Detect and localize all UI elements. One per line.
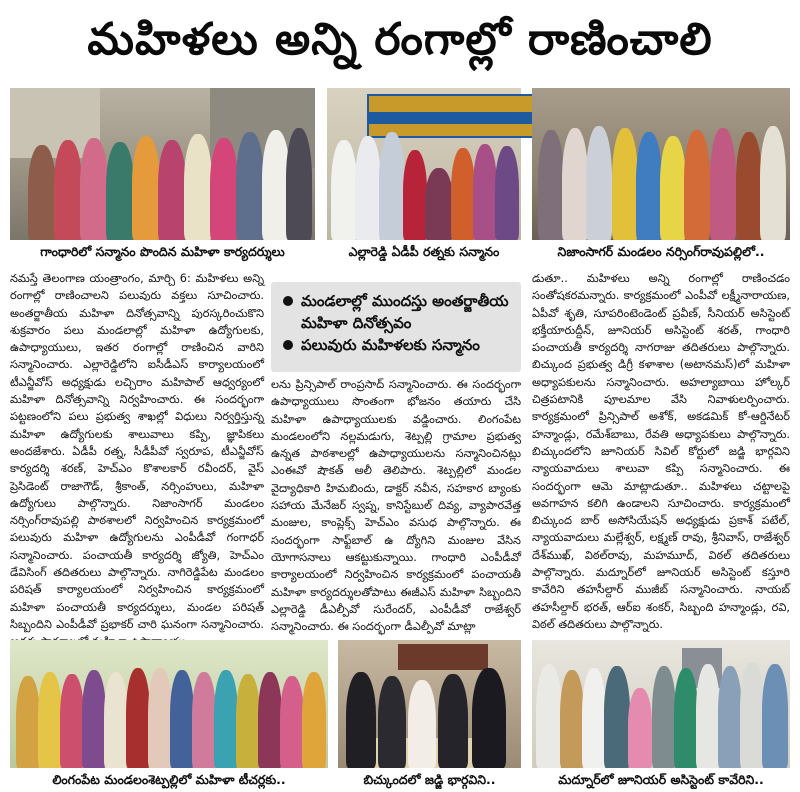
caption-bottom-right: మద్నూర్‌లో జూనియర్ అసిస్టెంట్ కావేరిని.. [558, 772, 764, 787]
photo-yellareddy-adp [327, 88, 521, 240]
article-column-2 [271, 376, 521, 632]
article-column-3 [532, 270, 790, 632]
highlight-item [281, 334, 515, 356]
bullet-icon [283, 340, 293, 350]
highlight-text: పలువురు మహిళలకు సన్మానం [301, 336, 480, 354]
highlight-text: మండలాల్లో ముందస్తు అంతర్జాతీయ మహిళా దినోత్సవం [301, 292, 509, 332]
photo-gandhari-secretaries [10, 88, 315, 240]
article-text-col1: నమస్తే తెలంగాణ యంత్రాంగం, మార్చి 6: మహిళలు అన్ని రంగాల్లో రాణించాలని పలువురు వక్తలు సూచించారు. అంతర్జాతీయ మహిళా దినోత్సవాన్ని పురస్కరించుకొని శుక్రవారం పలు మండలాల్లో మహిళా ఉద్యోగులకు, ఉపాధ్యాయులు, ఇతర రంగాల్లో రాణించిన వారిని సన్మానించారు. ఎల్లారెడ్డిలోని ఐసీడీఎస్ కార్యాలయంలో టీఎన్జీవోస్ అధ్యక్షుడు లచ్చిరాం మహిపాల్ ఆధ్వర్యంలో మహిళా దినోత్సవాన్ని నిర్వహించారు. ఈ సందర్భంగా పట్టణంలోని పలు ప్రభుత్వ శాఖల్లో విధులు నిర్వర్తిస్తున్న మహిళా ఉద్యోగులకు శాలువాలు కప్పి, జ్ఞాపికలు అందజేశారు. ఏడీపీ రత్న, సీడీపీవో స్వరూప, టీఎన్జీవోస్ కార్యదర్శి శరణ్, హెచ్‌ఎం కొశాలకార్ రవీందర్, వైస్ ప్రెసిడెంట్ రాజాగౌడ్, శ్రీకాంత్, నర్సింహులు, మహిళా ఉద్యోగులు పాల్గొన్నారు. నిజాంసాగర్ మండలం నర్సింగ్‌రావుపల్లి పాఠశాలలో నిర్వహించిన కార్యక్రమంలో పలువురు మహిళా ఉద్యోగులను ఎంపీడీవో గంగాధర్ సన్మానించారు. పంచాయతీ కార్యదర్శి జ్యోతి, హెచ్‌ఎం డేవిసింగ్ తదితరులు పాల్గొన్నారు. నాగిరెడ్డిపేట మండలం పరిషత్ కార్యాలయంలో నిర్వహించిన కార్యక్రమంలో మహిళా పంచాయతీ కార్యదర్శులు, మండల పరిషత్ సిబ్బందిని ఎంపీడీవో ప్రభాకర్ చారి ఘనంగా సన్మానించారు. [10, 272, 264, 631]
photo-nizamsagar [532, 88, 790, 240]
photo-bichkunda-judge [338, 640, 521, 768]
highlights-box [271, 282, 521, 372]
article-column-1 [10, 270, 264, 632]
headline: మహిళలు అన్ని రంగాల్లో రాణించాలి [87, 14, 713, 65]
caption-top-mid: ఎల్లారెడ్డి ఏడీపీ రత్నకు సన్మానం [348, 244, 500, 259]
highlight-item [281, 290, 515, 334]
caption-top-right: నిజాంసాగర్ మండలం నర్సింగ్‌రావుపల్లిలో.. [557, 244, 765, 259]
photo-madnoor-assistant [532, 640, 790, 768]
caption-bottom-mid: బిచ్కుందలో జడ్జి భార్గవిని.. [363, 772, 496, 787]
bullet-icon [283, 296, 293, 306]
caption-bottom-left: లింగంపేట మండలంశెట్పల్లిలో మహిళా టీచర్లకు.. [52, 772, 286, 787]
article-text-col2: లను ప్రిన్సిపాల్ రాంప్రసాద్ సన్మానించారు. ఈ సందర్భంగా ఉపాధ్యాయులు సొంతంగా భోజనం తయారు చేసి మహిళా ఉపాధ్యాయులకు వడ్డించారు. లింగంపేట మండలంలోని నల్లమడుగు, శెట్పల్లి గ్రామాల ప్రభుత్వ ఉన్నత పాఠశాలల్లో ఉపాధ్యాయులను సన్మానించినట్లు ఎంఈవో షౌకత్ అలీ తెలిపారు. శెట్పల్లిలో మండల వైద్యాధికారి హిమబిందు, డాక్టర్ నవీన, సహకార బ్యాంకు సహాయ మేనేజర్ స్వప్న, కానిస్టేబుల్ దివ్య, వ్యాపారవేత్త మంజుల, కాంప్లెక్స్ హెచ్‌ఎం వసుధ పాల్గొన్నారు. ఈ సందర్భంగా సాఫ్ట్‌బాల్ ఉ ద్యోగిని మంజుల వేసిన యోగాసనాలు ఆకట్టుకున్నాయి. గాంధారి ఎంపీడీవో కార్యాలయంలో నిర్వహించిన కార్యక్రమంలో పంచాయతీ మహిళా కార్యదర్శులతోపాటు ఈజీఎస్ మహిళా సిబ్బందిని ఎల్లారెడ్డి డీఎల్పీవో సురేందర్, ఎంపీడీవో రాజేశ్వర్ సన్మానించారు. ఈ సందర్భంగా డీఎల్పీవో మాట్లా [271, 378, 521, 634]
photo-lingampet-teachers [10, 640, 328, 768]
article-text-col3: డుతూ.. మహిళలు అన్ని రంగాల్లో రాణించడం సంతోషకరమన్నారు. కార్యక్రమంలో ఎంపీవో లక్ష్మీనారాయణ, ఏపీవో శృతి, సూపరింటెండెంట్ ప్రవీణ్, సీనియర్ అసిస్టెంట్ భక్తీయారుద్దీన్, జూనియర్ అసిస్టెంట్ శరత్, గాంధారి పంచాయతీ కార్యదర్శి నాగరాజు తదితరులు పాల్గొన్నారు. బిచ్కుంద ప్రభుత్వ డిగ్రీ కళాశాల (అటానమస్)లో మహిళా అధ్యాపకులను సన్మానించారు. అహల్యాబాయి హోల్కర్ చిత్రపటానికి పూలమాల వేసి నివాళులర్పించారు. కార్యక్రమంలో ప్రిన్సిపాల్ అశోక్, అకడమిక్ కో-ఆర్డినేటర్ హన్మాండ్లు, రమేశ్‌బాబు, రేవతి అధ్యాపకులు పాల్గొన్నారు. బిచ్కుందలోని జూనియర్ సివిల్ కోర్టులో జడ్జి భార్గవిని న్యాయవాదులు శాలువా కప్పి సన్మానించారు. ఈ సందర్భంగా ఆమె మాట్లాడుతూ.. మహిళలు చట్టాలపై అవగాహన కలిగి ఉండాలని సూచించారు. కార్యక్రమంలో బిచ్కుంద బార్ అసోసియేషన్ అధ్యక్షుడు ప్రకాశ్ పటేల్, న్యాయవాదులు మల్లేశ్వర్, లక్ష్మణ్ రావు, శ్రీనివాస్, రాజేశ్వర్ దేశ్‌ముఖ్, విఠల్‌రావు, మహమూద్, విఠల్ తదితరులు పాల్గొన్నారు. మద్నూర్‌లో జూనియర్ అసిస్టెంట్ కస్తూరి కావేరిని తహసీల్దార్ ముజీబ్ సన్మానించారు. నాయబ్ తహసీల్దార్ భరత్, ఆర్‌ఐ శంకర్, సిబ్బంది హన్మాండ్లు, రవి, విఠల్ తదితరులు పాల్గొన్నారు. [532, 272, 790, 631]
caption-top-left: గాంధారిలో సన్మానం పొందిన మహిళా కార్యదర్శులు [40, 244, 285, 259]
